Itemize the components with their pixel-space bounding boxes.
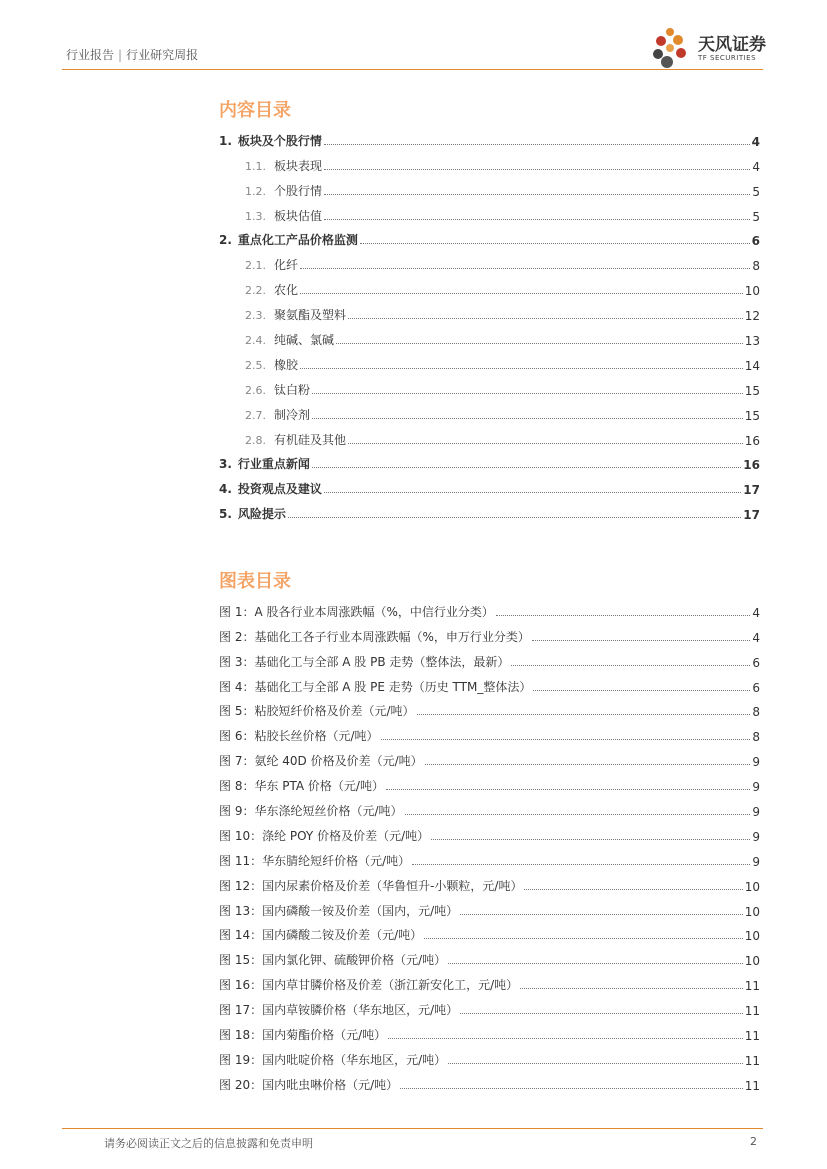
- figure-entry-label: 图 14：国内磷酸二铵及价差（元/吨）: [219, 928, 423, 943]
- toc-entry-number: 5.: [219, 507, 232, 522]
- toc-entry-label-wrap: [245, 207, 322, 224]
- toc-entry-label: 化纤: [274, 258, 299, 273]
- figure-entry-label: 图 8：华东 PTA 价格（元/吨）: [219, 779, 384, 794]
- figure-entry[interactable]: [219, 1043, 760, 1068]
- figure-entry-label: 图 13：国内磷酸一铵及价差（国内，元/吨）: [219, 903, 459, 918]
- figure-entry[interactable]: [219, 943, 760, 968]
- figure-entry-page: 8: [752, 705, 760, 720]
- toc-dot-leader: [288, 517, 741, 518]
- toc-entry[interactable]: [219, 124, 760, 149]
- logo-flower-icon: [650, 24, 694, 72]
- toc-entry[interactable]: [219, 174, 760, 199]
- figure-entry-label: 图 15：国内氯化钾、硫酸钾价格（元/吨）: [219, 953, 447, 968]
- toc-entry[interactable]: [219, 298, 760, 323]
- toc-entry-number: 2.3.: [245, 309, 266, 323]
- toc-entry-label: 有机硅及其他: [274, 432, 347, 447]
- figures-list: [219, 595, 760, 1093]
- figure-entry-label: 图 20：国内吡虫啉价格（元/吨）: [219, 1077, 399, 1092]
- toc-dot-leader: [324, 169, 750, 170]
- toc-entry-label-wrap: [245, 406, 310, 423]
- toc-entry-label-wrap: [219, 505, 286, 522]
- figure-dot-leader: [448, 1063, 743, 1064]
- figure-entry-label: 图 6：粘胶长丝价格（元/吨）: [219, 729, 379, 744]
- figure-dot-leader: [424, 938, 743, 939]
- figure-dot-leader: [524, 889, 742, 890]
- figure-entry[interactable]: [219, 794, 760, 819]
- toc-entry-label: 钛白粉: [274, 382, 311, 397]
- toc-entry-label: 行业重点新闻: [237, 457, 310, 472]
- toc-entry[interactable]: [219, 248, 760, 273]
- figure-dot-leader: [511, 665, 750, 666]
- toc-entry-number: 2.1.: [245, 259, 266, 273]
- toc-entry-number: 3.: [219, 457, 232, 472]
- toc-entry-label: 橡胶: [274, 357, 299, 372]
- toc-entry-page: 15: [744, 408, 760, 423]
- figure-entry[interactable]: [219, 894, 760, 919]
- toc-entry-page: 4: [752, 159, 760, 174]
- figure-dot-leader: [532, 640, 751, 641]
- figure-entry-label: 图 7：氨纶 40D 价格及价差（元/吨）: [219, 754, 423, 769]
- figure-entry[interactable]: [219, 695, 760, 720]
- toc-entry[interactable]: [219, 448, 760, 473]
- toc-entry-number: 2.6.: [245, 383, 266, 397]
- toc-dot-leader: [312, 418, 743, 419]
- toc-title: 内容目录: [219, 100, 291, 121]
- figure-dot-leader: [520, 988, 743, 989]
- figure-entry-label: 图 16：国内草甘膦价格及价差（浙江新安化工，元/吨）: [219, 978, 519, 993]
- figure-entry-page: 11: [744, 1053, 760, 1068]
- toc-entry-page: 17: [743, 483, 760, 498]
- figure-entry[interactable]: [219, 595, 760, 620]
- toc-entry-page: 17: [743, 508, 760, 523]
- toc-entry-number: 1.1.: [245, 159, 266, 173]
- toc-entry-label: 农化: [274, 283, 299, 298]
- toc-entry-page: 12: [744, 309, 760, 324]
- toc-entry-label: 聚氨酯及塑料: [274, 308, 347, 323]
- toc-entry-label-wrap: [245, 157, 322, 174]
- toc-list: [219, 124, 760, 522]
- figure-entry[interactable]: [219, 744, 760, 769]
- toc-entry-label-wrap: [245, 381, 310, 398]
- toc-entry-page: 5: [752, 209, 760, 224]
- toc-entry-number: 2.7.: [245, 408, 266, 422]
- toc-entry-page: 15: [744, 383, 760, 398]
- toc-entry-label: 投资观点及建议: [237, 482, 322, 497]
- toc-dot-leader: [324, 492, 741, 493]
- toc-entry-label-wrap: [245, 182, 322, 199]
- page-number: 2: [750, 1135, 757, 1148]
- toc-entry-label: 板块及个股行情: [237, 133, 322, 148]
- figure-entry-label: 图 1：A 股各行业本周涨跌幅（%，中信行业分类）: [219, 604, 494, 619]
- toc-entry-label: 纯碱、氯碱: [274, 333, 335, 348]
- figure-entry[interactable]: [219, 670, 760, 695]
- toc-entry-label: 板块表现: [274, 158, 323, 173]
- toc-dot-leader: [360, 243, 750, 244]
- figure-entry-page: 4: [752, 630, 760, 645]
- toc-entry-label-wrap: [245, 306, 346, 323]
- breadcrumb-separator: |: [118, 48, 123, 62]
- toc-entry-number: 2.2.: [245, 284, 266, 298]
- figure-entry-label: 图 17：国内草铵膦价格（华东地区，元/吨）: [219, 1003, 459, 1018]
- figure-dot-leader: [400, 1088, 743, 1089]
- figure-dot-leader: [417, 714, 751, 715]
- toc-entry-number: 2.8.: [245, 433, 266, 447]
- figure-dot-leader: [460, 914, 743, 915]
- figure-entry-label: 图 18：国内菊酯价格（元/吨）: [219, 1028, 387, 1043]
- toc-entry-label-wrap: [219, 455, 310, 472]
- toc-entry-number: 2.: [219, 233, 232, 248]
- toc-entry-label-wrap: [219, 132, 322, 149]
- report-category: 行业报告: [66, 48, 115, 62]
- figure-entry-page: 9: [752, 755, 760, 770]
- toc-dot-leader: [324, 144, 750, 145]
- toc-dot-leader: [336, 343, 743, 344]
- toc-entry-page: 4: [751, 134, 760, 149]
- toc-entry-page: 16: [744, 433, 760, 448]
- figure-entry-label: 图 4：基础化工与全部 A 股 PE 走势（历史 TTM_整体法）: [219, 679, 532, 694]
- figure-entry[interactable]: [219, 769, 760, 794]
- figure-entry-label: 图 2：基础化工各子行业本周涨跌幅（%，申万行业分类）: [219, 629, 530, 644]
- figure-entry[interactable]: [219, 1018, 760, 1043]
- figure-entry-page: 10: [744, 929, 760, 944]
- figure-entry[interactable]: [219, 919, 760, 944]
- figure-entry-label: 图 19：国内吡啶价格（华东地区，元/吨）: [219, 1052, 447, 1067]
- toc-entry[interactable]: [219, 348, 760, 373]
- figure-entry-label: 图 9：华东涤纶短丝价格（元/吨）: [219, 804, 403, 819]
- figure-entry[interactable]: [219, 1068, 760, 1093]
- figure-entry-page: 11: [744, 1078, 760, 1093]
- figure-entry-label: 图 12：国内尿素价格及价差（华鲁恒升-小颗粒，元/吨）: [219, 878, 523, 893]
- figure-entry-page: 4: [752, 605, 760, 620]
- figure-entry-page: 11: [744, 1004, 760, 1019]
- figure-entry-page: 9: [752, 805, 760, 820]
- toc-entry-label: 个股行情: [274, 183, 323, 198]
- toc-entry[interactable]: [219, 273, 760, 298]
- toc-dot-leader: [312, 393, 743, 394]
- toc-entry[interactable]: [219, 149, 760, 174]
- figure-entry-page: 11: [744, 1029, 760, 1044]
- footer-divider: [62, 1128, 763, 1129]
- toc-dot-leader: [300, 293, 743, 294]
- figure-entry-label: 图 5：粘胶短纤价格及价差（元/吨）: [219, 704, 415, 719]
- toc-entry-page: 8: [752, 259, 760, 274]
- figure-dot-leader: [388, 1038, 743, 1039]
- figure-entry-page: 6: [752, 655, 760, 670]
- toc-entry-page: 13: [744, 334, 760, 349]
- footer-disclaimer: 请务必阅读正文之后的信息披露和免责申明: [104, 1137, 313, 1150]
- figure-dot-leader: [425, 764, 751, 765]
- figure-dot-leader: [386, 789, 750, 790]
- toc-entry-number: 1.: [219, 133, 232, 148]
- figure-entry[interactable]: [219, 869, 760, 894]
- report-type-breadcrumb: [66, 46, 198, 63]
- toc-entry-number: 2.4.: [245, 334, 266, 348]
- figure-entry[interactable]: [219, 993, 760, 1018]
- figure-entry-label: 图 11：华东腈纶短纤价格（元/吨）: [219, 853, 411, 868]
- toc-entry-page: 5: [752, 184, 760, 199]
- toc-entry[interactable]: [219, 423, 760, 448]
- figure-entry[interactable]: [219, 645, 760, 670]
- toc-entry-page: 6: [751, 234, 760, 249]
- figure-entry-page: 11: [744, 979, 760, 994]
- toc-entry-label-wrap: [245, 331, 334, 348]
- toc-entry[interactable]: [219, 497, 760, 522]
- toc-dot-leader: [348, 443, 743, 444]
- toc-entry-page: 16: [743, 458, 760, 473]
- figure-dot-leader: [533, 690, 750, 691]
- toc-entry[interactable]: [219, 199, 760, 224]
- toc-entry-label-wrap: [245, 281, 298, 298]
- toc-entry[interactable]: [219, 398, 760, 423]
- figures-title: 图表目录: [219, 571, 291, 592]
- toc-entry-number: 1.2.: [245, 184, 266, 198]
- toc-entry-label: 重点化工产品价格监测: [237, 233, 358, 248]
- logo-name: 天风证券: [698, 35, 766, 55]
- figure-dot-leader: [405, 814, 751, 815]
- figure-entry-page: 9: [752, 780, 760, 795]
- figure-entry-page: 10: [744, 954, 760, 969]
- toc-entry-number: 4.: [219, 482, 232, 497]
- toc-entry[interactable]: [219, 472, 760, 497]
- toc-entry-label-wrap: [219, 480, 322, 497]
- toc-dot-leader: [348, 318, 743, 319]
- figure-entry[interactable]: [219, 968, 760, 993]
- report-subcategory: 行业研究周报: [126, 48, 199, 62]
- header-divider: [62, 69, 763, 70]
- figure-dot-leader: [431, 839, 750, 840]
- figure-entry-page: 9: [752, 854, 760, 869]
- toc-dot-leader: [300, 268, 750, 269]
- toc-entry-number: 2.5.: [245, 358, 266, 372]
- toc-dot-leader: [312, 467, 741, 468]
- figure-entry-page: 9: [752, 829, 760, 844]
- figure-dot-leader: [460, 1013, 743, 1014]
- toc-dot-leader: [300, 368, 743, 369]
- toc-entry-label-wrap: [245, 431, 346, 448]
- figure-dot-leader: [412, 864, 750, 865]
- figure-entry-page: 8: [752, 730, 760, 745]
- toc-entry-page: 10: [744, 284, 760, 299]
- toc-dot-leader: [324, 194, 750, 195]
- figure-dot-leader: [448, 963, 743, 964]
- toc-entry-label-wrap: [219, 231, 358, 248]
- figure-entry[interactable]: [219, 844, 760, 869]
- figure-dot-leader: [496, 615, 750, 616]
- figure-entry-page: 10: [744, 904, 760, 919]
- figure-entry-label: 图 3：基础化工与全部 A 股 PB 走势（整体法，最新）: [219, 654, 510, 669]
- toc-entry-label: 制冷剂: [274, 407, 311, 422]
- logo-subtitle: TF SECURITIES: [698, 54, 757, 62]
- figure-entry-page: 6: [752, 680, 760, 695]
- toc-entry[interactable]: [219, 224, 760, 249]
- toc-entry-label-wrap: [245, 256, 298, 273]
- figure-entry-page: 10: [744, 879, 760, 894]
- company-logo: [650, 24, 770, 72]
- toc-entry-page: 14: [744, 358, 760, 373]
- toc-entry-number: 1.3.: [245, 209, 266, 223]
- toc-entry-label: 风险提示: [237, 507, 286, 522]
- toc-entry-label-wrap: [245, 356, 298, 373]
- figure-entry-label: 图 10：涤纶 POY 价格及价差（元/吨）: [219, 828, 430, 843]
- figure-dot-leader: [381, 739, 751, 740]
- figure-entry[interactable]: [219, 719, 760, 744]
- toc-entry-label: 板块估值: [274, 208, 323, 223]
- toc-dot-leader: [324, 219, 750, 220]
- figure-entry[interactable]: [219, 620, 760, 645]
- figure-entry[interactable]: [219, 819, 760, 844]
- toc-entry[interactable]: [219, 323, 760, 348]
- toc-entry[interactable]: [219, 373, 760, 398]
